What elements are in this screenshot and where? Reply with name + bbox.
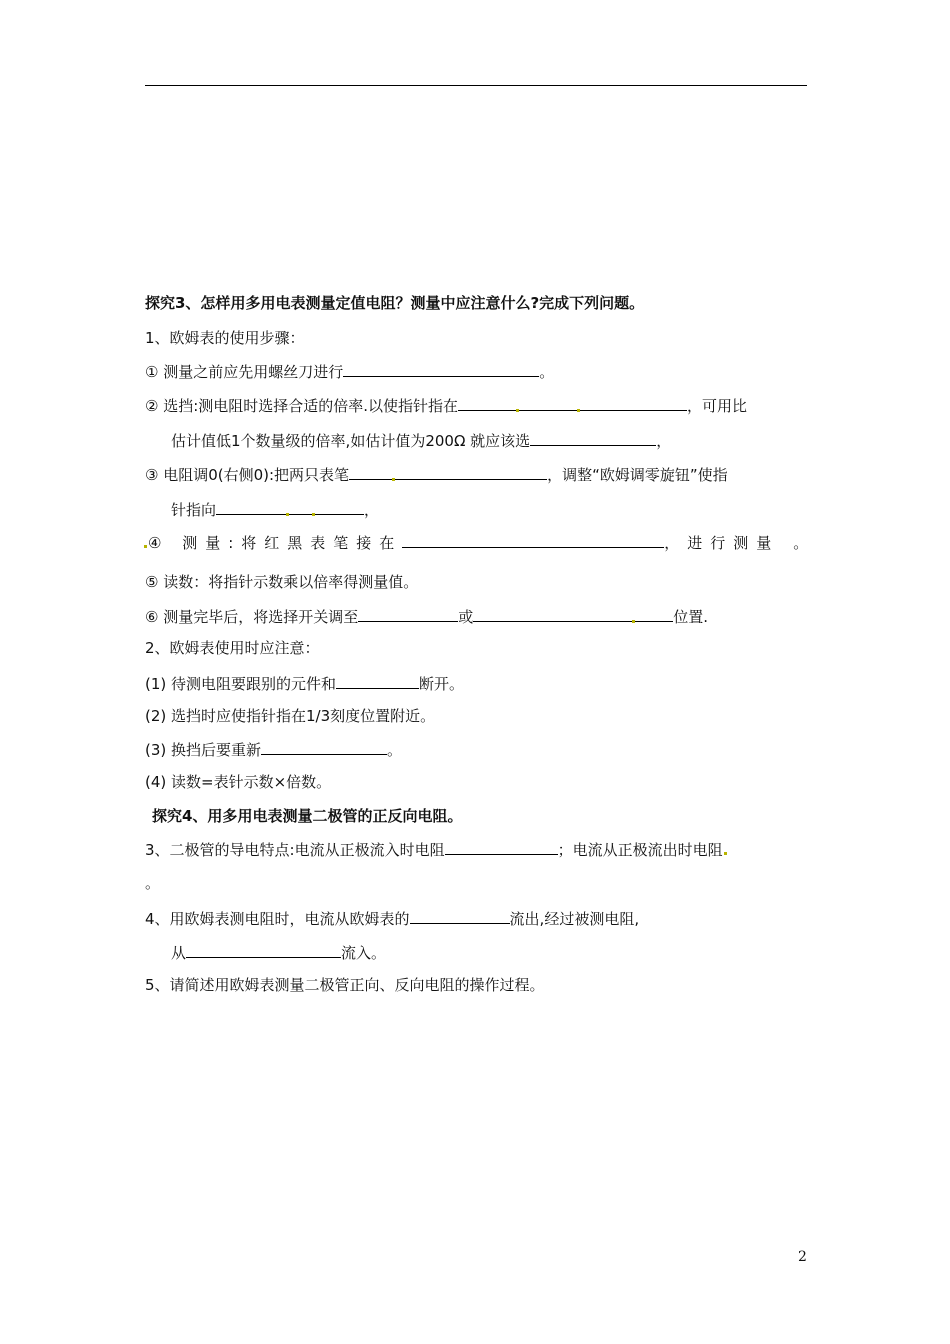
- step-3-cont-end: ，: [364, 501, 380, 519]
- step-3-end: ，调整“欧姆调零旋钮”使指: [547, 466, 728, 484]
- question-3: [145, 839, 728, 860]
- question-4-text: 4、用欧姆表测电阻时，电流从欧姆表的: [145, 910, 410, 928]
- steps-heading: 1、欧姆表的使用步骤：: [145, 329, 305, 347]
- section-title-3: 探究3、怎样用多用电表测量定值电阻？测量中应注意什么?完成下列问题。: [145, 294, 645, 312]
- blank-input[interactable]: [349, 464, 547, 480]
- question-5: 5、请简述用欧姆表测量二极管正向、反向电阻的操作过程。: [145, 976, 545, 994]
- question-4-mid: 流出,经过被测电阻,: [509, 910, 640, 928]
- note-2: (2) 选挡时应使指针指在1/3刻度位置附近。: [145, 707, 436, 725]
- question-3-text: 3、二极管的导电特点:电流从正极流入时电阻: [145, 841, 445, 859]
- blank-input[interactable]: [343, 361, 539, 377]
- note-1-end: 断开。: [419, 675, 465, 693]
- step-4-text: ④ 测量:将红黑表笔接在: [148, 534, 403, 552]
- blank-input[interactable]: [445, 839, 558, 855]
- header-rule: [145, 85, 807, 86]
- blank-input[interactable]: [336, 673, 419, 689]
- step-3: [145, 464, 728, 485]
- blank-input[interactable]: [261, 739, 387, 755]
- mark-dot: [724, 852, 727, 855]
- question-4-cont: [171, 942, 386, 963]
- step-4-mid: ，进行测量: [664, 534, 780, 552]
- question-3-end: 。: [145, 874, 161, 892]
- question-3-mid: ；电流从正极流出时电阻: [557, 841, 723, 859]
- blank-input[interactable]: [358, 606, 458, 622]
- note-3-end: 。: [387, 741, 403, 759]
- note-1: [145, 673, 464, 694]
- blank-input[interactable]: [530, 430, 656, 446]
- step-1-end: 。: [539, 363, 555, 381]
- blank-input[interactable]: [216, 499, 364, 515]
- step-6-text: ⑥ 测量完毕后，将选择开关调至: [145, 608, 359, 626]
- step-4: [143, 532, 808, 553]
- step-3-text: ③ 电阻调0(右侧0):把两只表笔: [145, 466, 350, 484]
- question-4: [145, 908, 639, 929]
- step-2-cont-text: 估计值低1个数量级的倍率,如估计值为200Ω 就应该选: [171, 432, 531, 450]
- blank-input[interactable]: [402, 532, 664, 548]
- step-1: [145, 361, 554, 382]
- page-number: 2: [798, 1249, 807, 1265]
- step-5: ⑤ 读数：将指针示数乘以倍率得测量值。: [145, 573, 419, 591]
- note-4: (4) 读数=表针示数×倍数。: [145, 773, 332, 791]
- step-3-cont-text: 针指向: [171, 501, 217, 519]
- note-3: [145, 739, 402, 760]
- blank-input[interactable]: [410, 908, 510, 924]
- mark-dot: [144, 545, 147, 548]
- blank-input[interactable]: [473, 606, 673, 622]
- question-4-cont-text: 从: [171, 944, 187, 962]
- step-3-cont: [171, 499, 379, 520]
- section-title-4: 探究4、用多用电表测量二极管的正反向电阻。: [152, 807, 463, 825]
- step-4-end: 。: [793, 534, 809, 552]
- blank-input[interactable]: [186, 942, 341, 958]
- note-3-text: (3) 换挡后要重新: [145, 741, 262, 759]
- note-1-text: (1) 待测电阻要跟别的元件和: [145, 675, 337, 693]
- step-2-cont-end: ，: [656, 432, 672, 450]
- blank-input[interactable]: [458, 395, 687, 411]
- step-1-text: ① 测量之前应先用螺丝刀进行: [145, 363, 344, 381]
- step-6: [145, 606, 708, 627]
- step-2-cont: [171, 430, 671, 451]
- step-6-end: 位置.: [673, 608, 709, 626]
- step-6-or: 或: [458, 608, 474, 626]
- step-2-end: ，可用比: [687, 397, 748, 415]
- question-4-cont-end: 流入。: [341, 944, 387, 962]
- notes-heading: 2、欧姆表使用时应注意：: [145, 639, 320, 657]
- step-2-text: ② 选挡:测电阻时选择合适的倍率.以使指针指在: [145, 397, 459, 415]
- step-2: [145, 395, 747, 416]
